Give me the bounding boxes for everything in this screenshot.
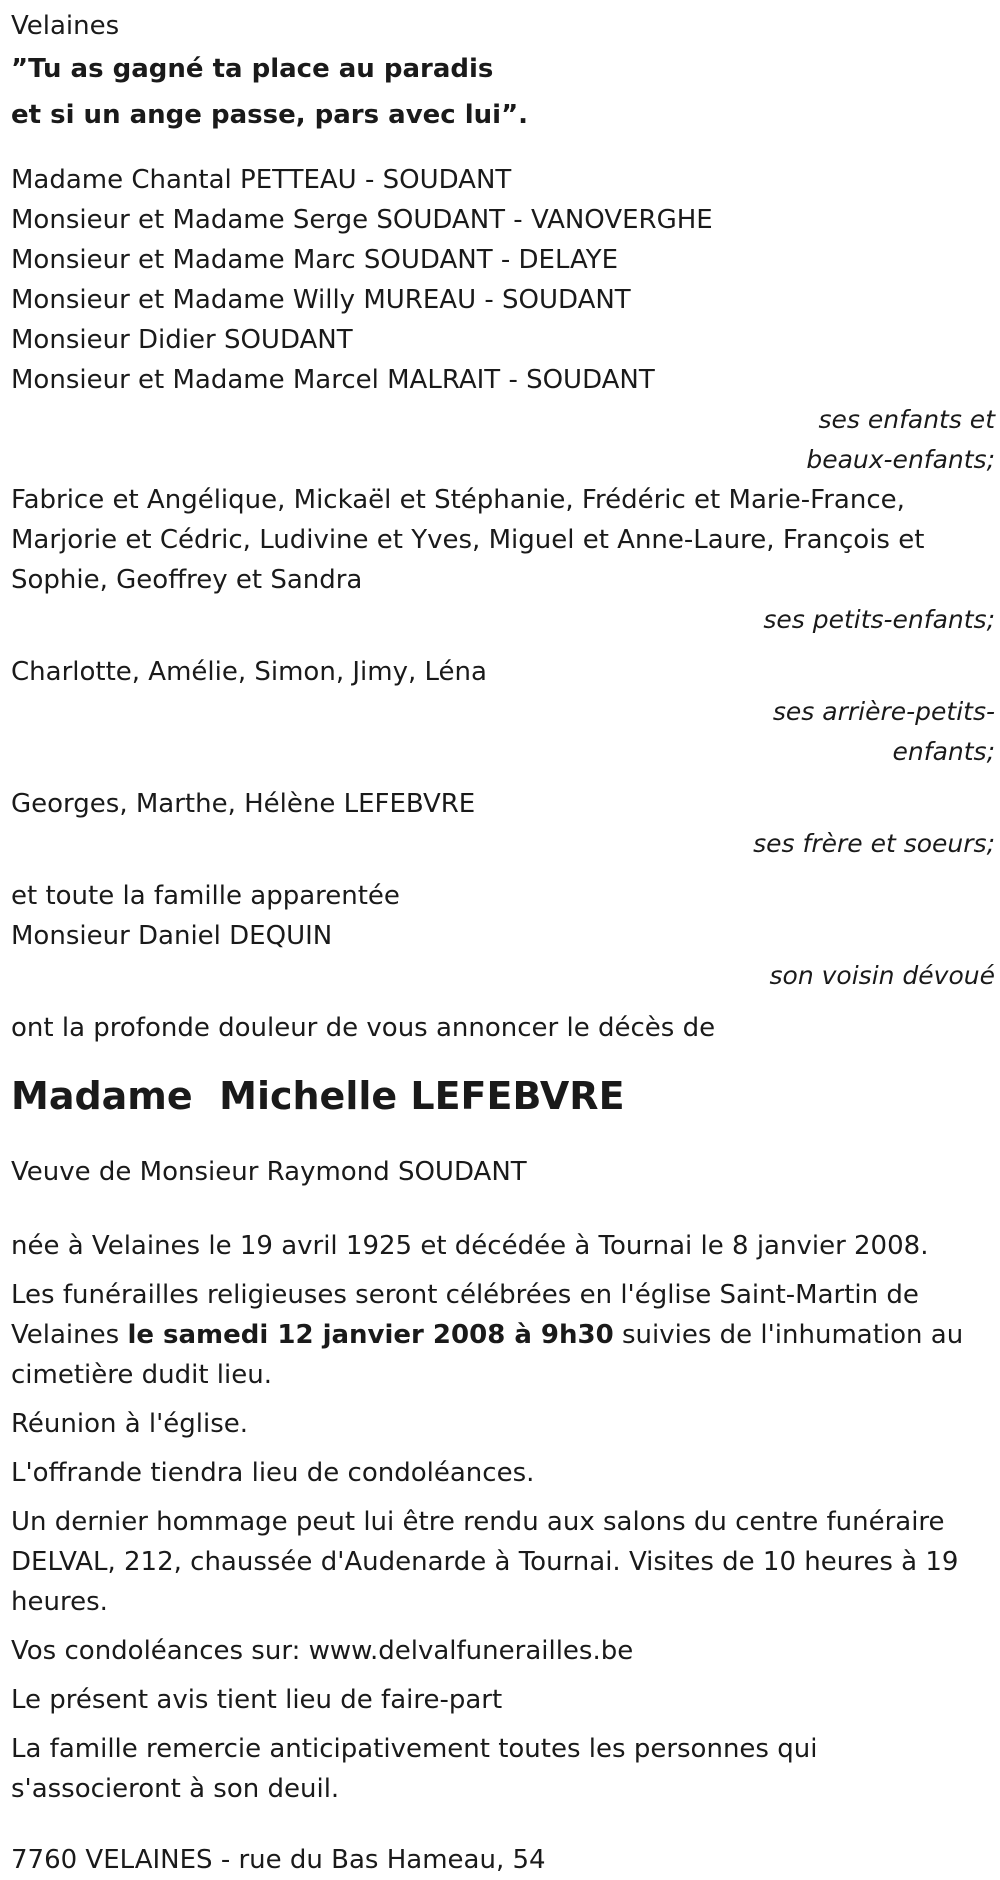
announcement-text: ont la profonde douleur de vous annoncer le décès de (11, 1013, 716, 1043)
deceased-name-heading (11, 1068, 1000, 1124)
family-line: et toute la famille apparentée (11, 881, 400, 911)
place-name: Velaines (11, 11, 120, 41)
child-entry: Monsieur et Madame Willy MUREAU - SOUDANT (11, 285, 631, 315)
quote-line-2: et si un ange passe, pars avec lui”. (11, 100, 529, 130)
grandchildren-role: ses petits-enfants; (763, 605, 995, 634)
great-grandchildren-role-line-2: enfants; (892, 737, 995, 766)
child-entry: Madame Chantal PETTEAU - SOUDANT (11, 165, 512, 195)
child-entry: Monsieur Didier SOUDANT (11, 325, 353, 355)
child-entry: Monsieur et Madame Marc SOUDANT - DELAYE (11, 245, 619, 275)
child-entry: Monsieur et Madame Serge SOUDANT - VANOVERGHE (11, 205, 713, 235)
child-entry: Monsieur et Madame Marcel MALRAIT - SOUDANT (11, 365, 655, 395)
offering-info: L'offrande tiendra lieu de condoléances. (11, 1458, 535, 1488)
meeting-info: Réunion à l'église. (11, 1409, 249, 1439)
thanks-info: La famille remercie anticipativement toutes les personnes qui s'associeront à son deuil. (11, 1734, 818, 1804)
children-list (11, 160, 1000, 400)
children-role-line-2: beaux-enfants; (806, 445, 995, 474)
grandchildren-line-2: Marjorie et Cédric, Ludivine et Yves, Miguel et Anne-Laure, François et (11, 525, 925, 555)
funeral-details (11, 1275, 981, 1395)
notice-info: Le présent avis tient lieu de faire-part (11, 1685, 503, 1715)
children-role (11, 400, 1000, 480)
quote-line-1: ”Tu as gagné ta place au paradis (11, 54, 494, 84)
funeral-text-after: suivies de l'inhumation au cimetière dudit lieu. (11, 1320, 964, 1390)
siblings-role: ses frère et soeurs; (753, 829, 995, 858)
funeral-date: le samedi 12 janvier 2008 à 9h30 (127, 1320, 614, 1350)
grandchildren-list (11, 480, 1000, 600)
tribute-info: Un dernier hommage peut lui être rendu aux salons du centre funéraire DELVAL, 212, chaussée d'Audenarde à Tournai. Visites de 10 heures à 19 heures. (11, 1507, 959, 1617)
widow-of: Veuve de Monsieur Raymond SOUDANT (11, 1157, 527, 1187)
neighbor-role: son voisin dévoué (769, 961, 995, 990)
great-grandchildren-list: Charlotte, Amélie, Simon, Jimy, Léna (11, 657, 487, 687)
address: 7760 VELAINES - rue du Bas Hameau, 54 (11, 1845, 546, 1875)
birth-death-dates: née à Velaines le 19 avril 1925 et décédée à Tournai le 8 janvier 2008. (11, 1231, 929, 1261)
neighbor-name: Monsieur Daniel DEQUIN (11, 921, 333, 951)
grandchildren-line-1: Fabrice et Angélique, Mickaël et Stéphanie, Frédéric et Marie-France, (11, 485, 905, 515)
condolences-info: Vos condoléances sur: www.delvalfunerailles.be (11, 1636, 634, 1666)
great-grandchildren-role-line-1: ses arrière-petits- (772, 697, 995, 726)
deceased-title: Madame (11, 1074, 193, 1118)
deceased-name: Michelle LEFEBVRE (219, 1074, 625, 1118)
siblings-list: Georges, Marthe, Hélène LEFEBVRE (11, 789, 476, 819)
grandchildren-line-3: Sophie, Geoffrey et Sandra (11, 565, 363, 595)
great-grandchildren-role (11, 692, 1000, 772)
children-role-line-1: ses enfants et (818, 405, 995, 434)
funeral-text-before: Les funérailles religieuses seront célébrées en l'église Saint-Martin de Velaines (11, 1280, 919, 1350)
